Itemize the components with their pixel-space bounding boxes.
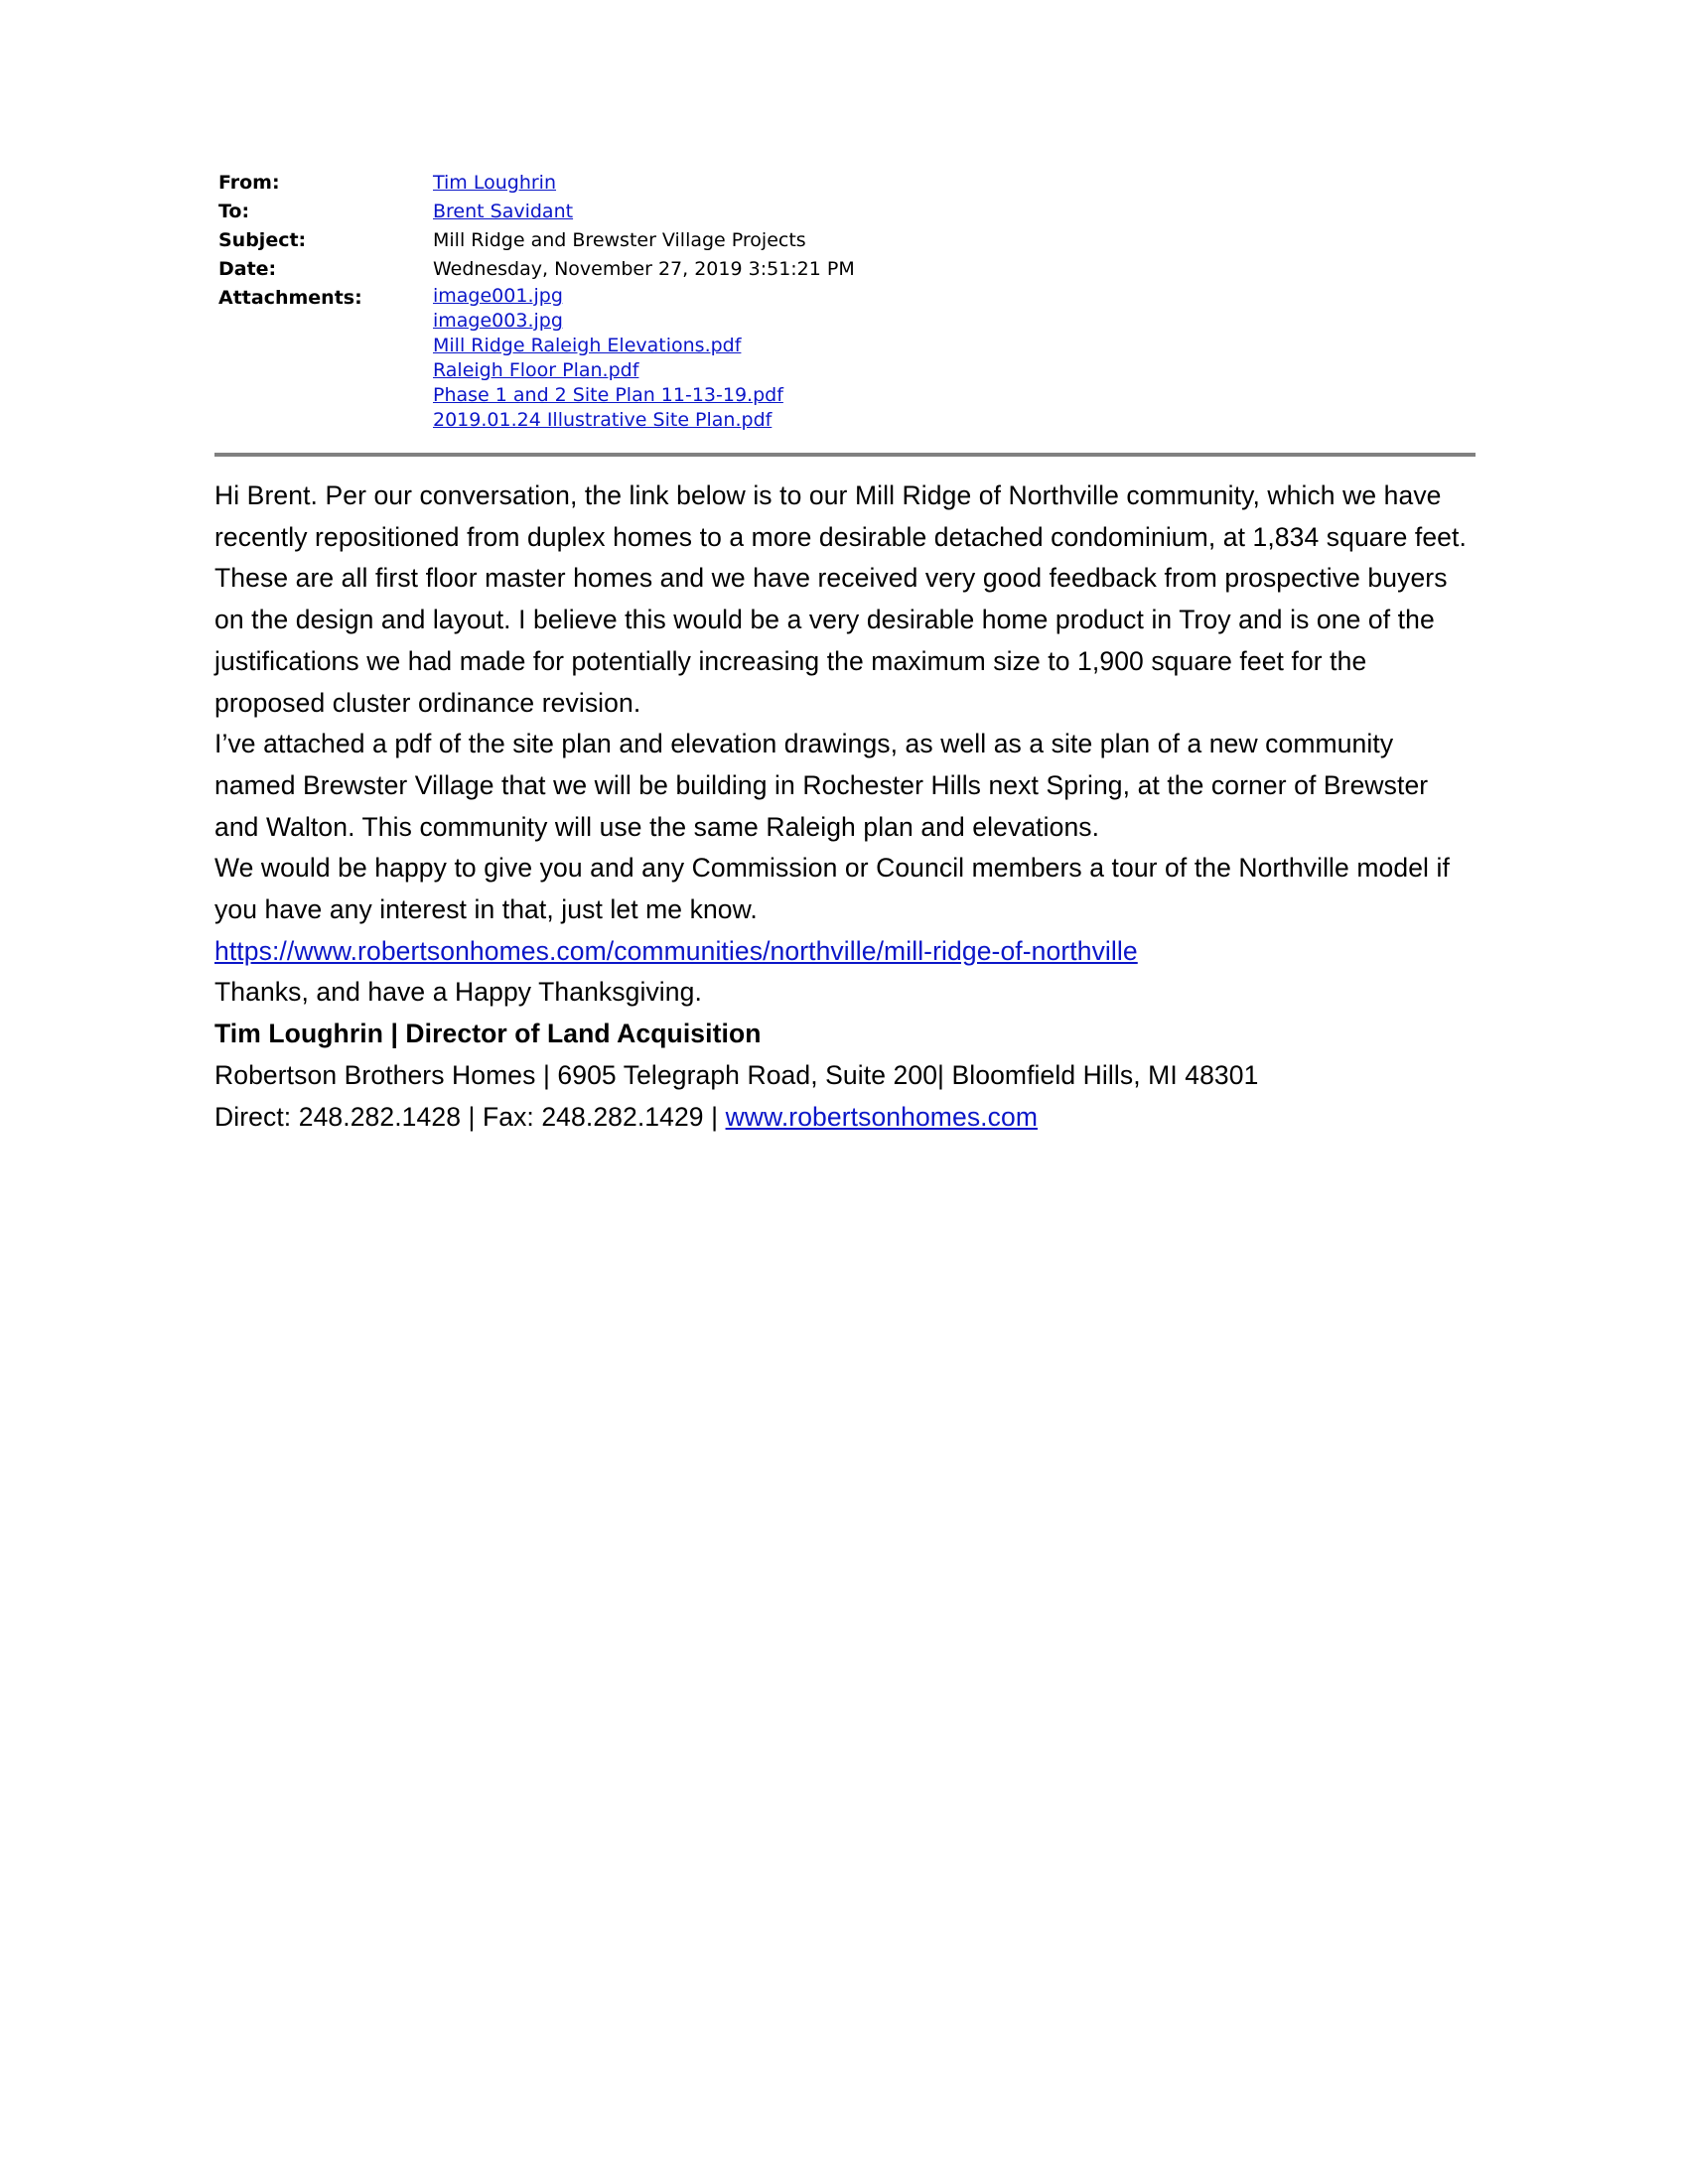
subject-value: Mill Ridge and Brewster Village Projects: [433, 229, 806, 251]
email-header: [218, 169, 1470, 433]
from-row: [218, 169, 1470, 198]
community-link-line: [214, 931, 1476, 973]
attachments-row: [218, 284, 1470, 433]
email-body: [214, 476, 1476, 1138]
attachment-link[interactable]: Phase 1 and 2 Site Plan 11-13-19.pdf: [433, 384, 783, 406]
signature-name-title: Tim Loughrin | Director of Land Acquisition: [214, 1019, 762, 1049]
signature-contact: [214, 1097, 1476, 1139]
to-label: To:: [218, 201, 250, 222]
community-link[interactable]: https://www.robertsonhomes.com/communities/northville/mill-ridge-of-northville: [214, 935, 1138, 966]
attachment-link[interactable]: image001.jpg: [433, 285, 563, 307]
signature-phone-fax: Direct: 248.282.1428 | Fax: 248.282.1429 |: [214, 1101, 726, 1132]
website-link[interactable]: www.robertsonhomes.com: [725, 1101, 1038, 1132]
from-label: From:: [218, 172, 280, 194]
attachment-link[interactable]: Raleigh Floor Plan.pdf: [433, 359, 639, 381]
attachment-link[interactable]: 2019.01.24 Illustrative Site Plan.pdf: [433, 409, 773, 431]
attachment-link[interactable]: image003.jpg: [433, 310, 563, 332]
date-row: [218, 255, 1470, 284]
date-label: Date:: [218, 258, 277, 280]
subject-row: [218, 226, 1470, 255]
date-value: Wednesday, November 27, 2019 3:51:21 PM: [433, 258, 855, 280]
closing-line: Thanks, and have a Happy Thanksgiving.: [214, 977, 702, 1008]
to-link[interactable]: Brent Savidant: [433, 201, 574, 222]
body-paragraph: I’ve attached a pdf of the site plan and elevation drawings, as well as a site plan of a new community named Brewster Village that we will be building in Rochester Hills next Spring, at the corner of Brewster and Walton. This community will use the same Raleigh plan and elevations.: [214, 729, 1429, 842]
attachment-link[interactable]: Mill Ridge Raleigh Elevations.pdf: [433, 335, 742, 356]
from-link[interactable]: Tim Loughrin: [433, 172, 557, 194]
body-paragraph: Hi Brent. Per our conversation, the link below is to our Mill Ridge of Northville community, which we have recently repositioned from duplex homes to a more desirable detached condominium, at 1,834 square feet. These are all first floor master homes and we have received very good feedback from prospective buyers on the design and layout. I believe this would be a very desirable home product in Troy and is one of the justifications we had made for potentially increasing the maximum size to 1,900 square feet for the proposed cluster ordinance revision.: [214, 480, 1467, 718]
body-paragraph: We would be happy to give you and any Commission or Council members a tour of the Northville model if you have any interest in that, just let me know.: [214, 853, 1450, 925]
header-divider: [214, 453, 1476, 457]
to-row: [218, 198, 1470, 226]
attachments-label: Attachments:: [218, 287, 362, 309]
attachments-list: [433, 284, 1470, 433]
signature-address: Robertson Brothers Homes | 6905 Telegraph Road, Suite 200| Bloomfield Hills, MI 48301: [214, 1059, 1259, 1090]
subject-label: Subject:: [218, 229, 307, 251]
